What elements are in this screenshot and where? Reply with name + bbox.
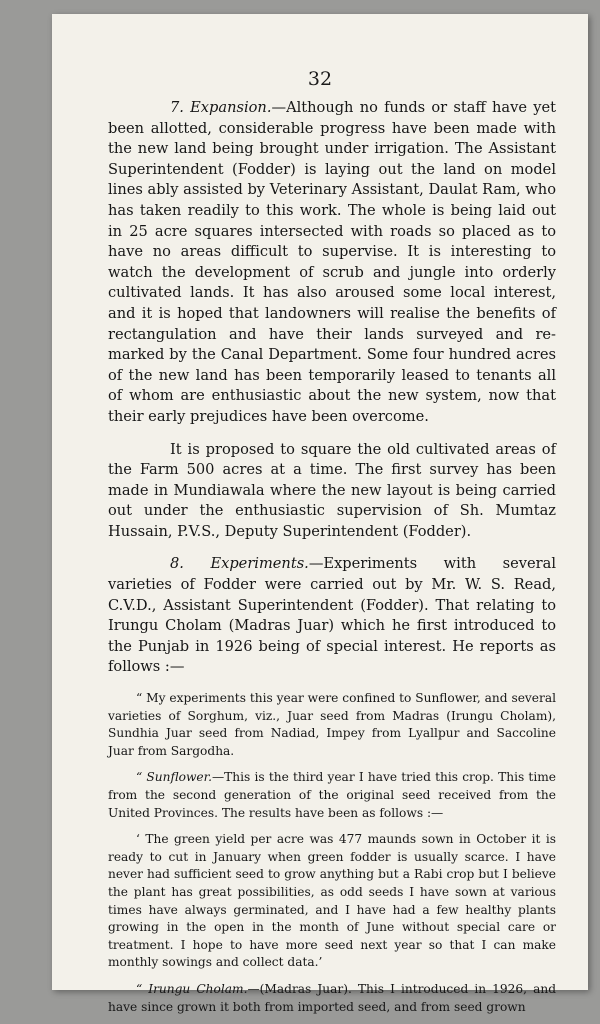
quote-text: —This is the third year I have tried this crop. This time from the second generation of the original seed received from the United Provinces. The results have been as follows :— <box>108 770 556 820</box>
paragraph-squaring <box>108 440 556 543</box>
subheading-sunflower: “ Sunflower. <box>136 770 212 785</box>
section-heading-experiments: 8. Experiments. <box>170 555 309 573</box>
paragraph-text: —Although no funds or staff have yet been allotted, considerable progress have been made with the new land being brought under irrigation. The Assistant Superintendent (Fodder) is laying out the land on model lines ably assisted by Veterinary Assistant, Daulat Ram, who has taken readily to this work. The whole is being laid out in 25 acre squares intersected with roads so placed as to have no areas difficult to supervise. It is interesting to watch the development of scrub and jungle into orderly cultivated lands. It has also aroused some local interest, and it is hoped that landowners will realise the benefits of rectangulation and have their lands surveyed and re-marked by the Canal Department. Some four hundred acres of the new land has been temporarily leased to tenants all of whom are enthusiastic about the new system, now that their early prejudices have been overcome. <box>108 99 556 425</box>
paragraph-text: —Experiments with several varieties of Fodder were carried out by Mr. W. S. Read, C.V.D., Assistant Superintendent (Fodder). That relating to Irungu Cholam (Madras Juar) which he first introduced to the Punjab in 1926 being of special interest. He reports as follows :— <box>108 555 556 676</box>
paragraph-expansion <box>108 98 556 428</box>
page-body <box>108 98 556 1024</box>
quote-experiments-scope <box>108 690 556 760</box>
quote-sunflower-yield <box>108 831 556 972</box>
quote-text: —(Madras Juar). This I introduced in 1926, and have since grown it both from imported seed, and from seed grown <box>108 981 557 1014</box>
page-number: 32 <box>307 68 333 90</box>
section-heading-expansion: 7. Expansion. <box>170 99 272 116</box>
document-page <box>52 14 588 1014</box>
quote-sunflower <box>108 769 556 822</box>
quote-text: ‘ The green yield per acre was 477 maunds sown in October it is ready to cut in January when green fodder is usually scarce. I have never had sufficient seed to grow anything but a Rabi crop but I believe the plant has great possibilities, as odd seeds I have sown at various times have always germinated, and I have had a few healthy plants growing in the open in the month of June without special care or treatment. I hope to have more seed next year so that I can make monthly sowings and collect data.’ <box>108 832 556 970</box>
paragraph-text: It is proposed to square the old cultivated areas of the Farm 500 acres at a time. The first survey has been made in Mundiawala where the new layout is being carried out under the enthusiastic supervision of Sh. Mumtaz Hussain, P.V.S., Deputy Superintendent (Fodder). <box>108 440 556 540</box>
quote-text: “ My experiments this year were confined to Sunflower, and several varieties of Sorghum, viz., Juar seed from Madras (Irungu Cholam), Sundhia Juar seed from Nadiad, Impey from Lyallpur and Saccoline Juar from Sargodha. <box>108 691 556 758</box>
paragraph-experiments <box>108 554 556 678</box>
subheading-irungu-cholam: “ Irungu Cholam. <box>136 981 248 996</box>
quote-irungu-cholam <box>108 981 556 1016</box>
